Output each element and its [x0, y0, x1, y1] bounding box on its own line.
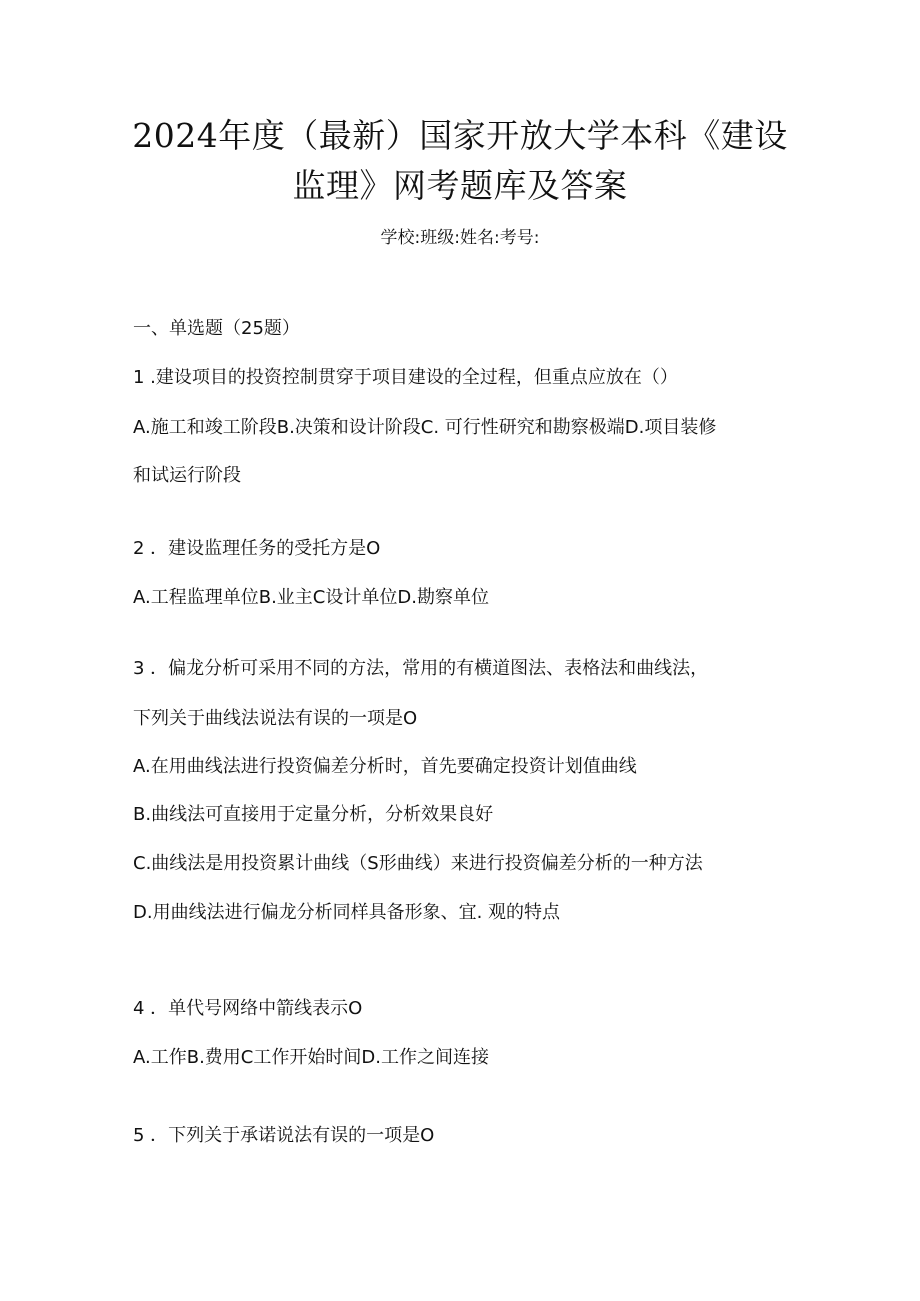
student-info-line: 学校:班级:姓名:考号: — [380, 228, 540, 248]
section-heading: 一、单选题（25题） — [133, 318, 300, 339]
question-2-options: A.工程监理单位B.业主C设计单位D.勘察单位 — [133, 587, 489, 608]
question-1-options-cont: 和试运行阶段 — [133, 465, 241, 486]
question-4-stem: 4 ．单代号网络中箭线表示O — [133, 998, 363, 1019]
question-3-stem-cont: 下列关于曲线法说法有误的一项是O — [133, 708, 418, 729]
question-1-options: A.施工和竣工阶段B.决策和设计阶段C. 可行性研究和勘察极端D.项目装修 — [133, 417, 717, 438]
document-title-line-2: 监理》网考题库及答案 — [292, 166, 628, 205]
question-3-option-a: A.在用曲线法进行投资偏差分析时，首先要确定投资计划值曲线 — [133, 756, 637, 777]
question-1-stem: 1 .建设项目的投资控制贯穿于项目建设的全过程，但重点应放在（） — [133, 367, 678, 388]
question-4-options: A.工作B.费用C工作开始时间D.工作之间连接 — [133, 1047, 489, 1068]
document-title-line-1: 2024年度（最新）国家开放大学本科《建设 — [132, 116, 788, 155]
question-2-stem: 2 ．建设监理任务的受托方是O — [133, 538, 381, 559]
question-3-option-b: B.曲线法可直接用于定量分析，分析效果良好 — [133, 804, 494, 825]
question-3-option-d: D.用曲线法进行偏龙分析同样具备形象、宜. 观的特点 — [133, 902, 561, 923]
question-3-stem: 3 ．偏龙分析可采用不同的方法，常用的有横道图法、表格法和曲线法， — [133, 658, 709, 679]
question-5-stem: 5 ．下列关于承诺说法有误的一项是O — [133, 1125, 435, 1146]
question-3-option-c: C.曲线法是用投资累计曲线（S形曲线）来进行投资偏差分析的一种方法 — [133, 853, 703, 874]
